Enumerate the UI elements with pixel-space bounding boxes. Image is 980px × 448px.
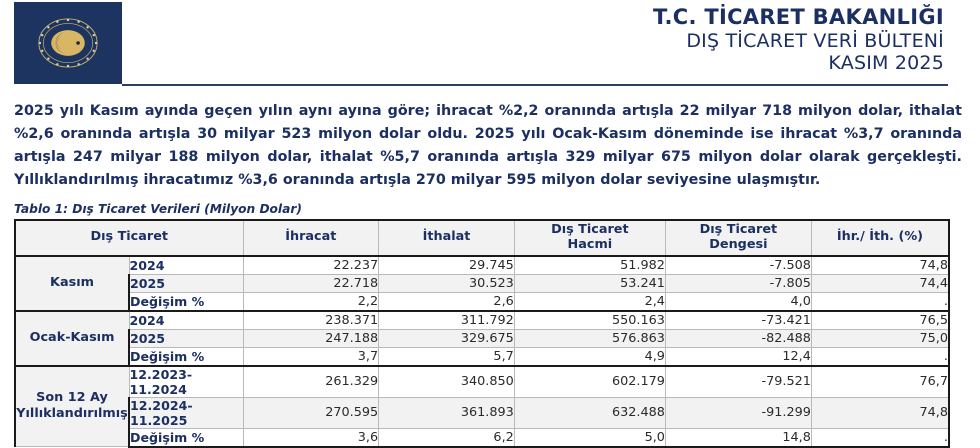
row-period-label: 2025 <box>129 329 243 347</box>
row-group-label-1 <box>15 311 129 366</box>
cell-volume: 576.863 <box>514 329 665 347</box>
cell-volume: 4,9 <box>514 347 665 366</box>
cell-balance: -7.805 <box>665 274 811 292</box>
row-period-label: Değişim % <box>129 428 243 447</box>
cell-export: 2,2 <box>243 292 379 311</box>
ministry-emblem-icon <box>34 15 102 71</box>
column-header-volume <box>514 220 665 256</box>
row-group-label-0-line1: Kasım <box>50 275 94 291</box>
cell-balance: 4,0 <box>665 292 811 311</box>
cell-volume: 2,4 <box>514 292 665 311</box>
table-row <box>15 292 949 311</box>
cell-balance: -7.508 <box>665 256 811 275</box>
cell-balance: 12,4 <box>665 347 811 366</box>
cell-ratio: 74,8 <box>811 397 949 428</box>
cell-export: 247.188 <box>243 329 379 347</box>
table-row <box>15 256 949 275</box>
table-caption: Tablo 1: Dış Ticaret Verileri (Milyon Dolar) <box>14 201 302 216</box>
column-header-balance <box>665 220 811 256</box>
table-row <box>15 366 949 398</box>
row-group-label-0 <box>15 256 129 311</box>
cell-ratio: 76,5 <box>811 311 949 330</box>
cell-ratio: 74,8 <box>811 256 949 275</box>
row-group-label-2-line1: Son 12 Ay <box>36 390 108 406</box>
column-header-group: Dış Ticaret <box>15 220 243 256</box>
cell-import: 30.523 <box>379 274 515 292</box>
table-body <box>15 256 949 447</box>
table-row <box>15 397 949 428</box>
row-group-label-2 <box>15 366 129 447</box>
cell-import: 2,6 <box>379 292 515 311</box>
row-group-label-1-line1: Ocak-Kasım <box>29 330 115 346</box>
row-period-label: Değişim % <box>129 292 243 311</box>
cell-import: 340.850 <box>379 366 515 398</box>
column-header-volume-line1: Dış Ticaret <box>551 222 629 238</box>
cell-balance: 14,8 <box>665 428 811 447</box>
row-group-label-2-line2: Yıllıklandırılmış <box>16 406 128 422</box>
header-titles <box>653 6 944 74</box>
ministry-logo <box>14 2 122 84</box>
row-period-label: 12.2023-11.2024 <box>129 366 243 398</box>
cell-balance: -91.299 <box>665 397 811 428</box>
cell-volume: 550.163 <box>514 311 665 330</box>
cell-export: 270.595 <box>243 397 379 428</box>
table-container <box>14 219 950 448</box>
summary-paragraph: 2025 yılı Kasım ayında geçen yılın aynı ayına göre; ihracat %2,2 oranında artışla 22 milyar 718 milyon dolar, ithalat %2,6 oranında artışla 30 milyar 523 milyon dolar oldu. 2025 yılı Ocak-Kasım döneminde ise ihracat %3,7 oranında artışla 247 milyar 188 milyon dolar, ithalat %5,7 oranında artışla 329 milyar 675 milyon dolar olarak gerçekleşti. Yıllıklandırılmış ihracatımız %3,6 oranında artışla 270 milyar 595 milyon dolar seviyesine ulaşmıştır. <box>14 103 962 189</box>
page-title: T.C. TİCARET BAKANLIĞI <box>653 5 944 29</box>
table-row <box>15 311 949 330</box>
cell-volume: 632.488 <box>514 397 665 428</box>
row-period-label: 2024 <box>129 256 243 275</box>
cell-volume: 602.179 <box>514 366 665 398</box>
cell-volume: 5,0 <box>514 428 665 447</box>
table-header <box>15 220 949 256</box>
foreign-trade-table <box>14 219 950 448</box>
table-header-row <box>15 220 949 256</box>
cell-ratio: 74,4 <box>811 274 949 292</box>
cell-balance: -73.421 <box>665 311 811 330</box>
column-header-import: İthalat <box>379 220 515 256</box>
column-header-export: İhracat <box>243 220 379 256</box>
row-period-label: Değişim % <box>129 347 243 366</box>
header-divider <box>122 84 948 86</box>
cell-ratio: 75,0 <box>811 329 949 347</box>
cell-export: 261.329 <box>243 366 379 398</box>
cell-import: 6,2 <box>379 428 515 447</box>
table-row <box>15 329 949 347</box>
page-header <box>0 0 980 86</box>
row-period-label: 12.2024-11.2025 <box>129 397 243 428</box>
cell-import: 329.675 <box>379 329 515 347</box>
cell-ratio: . <box>811 292 949 311</box>
cell-import: 361.893 <box>379 397 515 428</box>
cell-import: 29.745 <box>379 256 515 275</box>
page-subtitle: DIŞ TİCARET VERİ BÜLTENİ <box>686 29 944 52</box>
row-period-label: 2024 <box>129 311 243 330</box>
table-row <box>15 274 949 292</box>
cell-export: 238.371 <box>243 311 379 330</box>
cell-export: 22.718 <box>243 274 379 292</box>
column-header-ratio: İhr./ İth. (%) <box>811 220 949 256</box>
column-header-balance-line1: Dış Ticaret <box>699 222 778 238</box>
cell-volume: 51.982 <box>514 256 665 275</box>
table-row <box>15 428 949 447</box>
column-header-balance-line2: Dengesi <box>709 236 768 252</box>
row-period-label: 2025 <box>129 274 243 292</box>
cell-volume: 53.241 <box>514 274 665 292</box>
cell-ratio: . <box>811 347 949 366</box>
page-period: KASIM 2025 <box>828 51 944 74</box>
cell-export: 3,6 <box>243 428 379 447</box>
cell-export: 3,7 <box>243 347 379 366</box>
cell-balance: -82.488 <box>665 329 811 347</box>
cell-import: 5,7 <box>379 347 515 366</box>
table-row <box>15 347 949 366</box>
cell-import: 311.792 <box>379 311 515 330</box>
cell-balance: -79.521 <box>665 366 811 398</box>
cell-ratio: . <box>811 428 949 447</box>
column-header-volume-line2: Hacmi <box>567 236 613 252</box>
cell-ratio: 76,7 <box>811 366 949 398</box>
cell-export: 22.237 <box>243 256 379 275</box>
